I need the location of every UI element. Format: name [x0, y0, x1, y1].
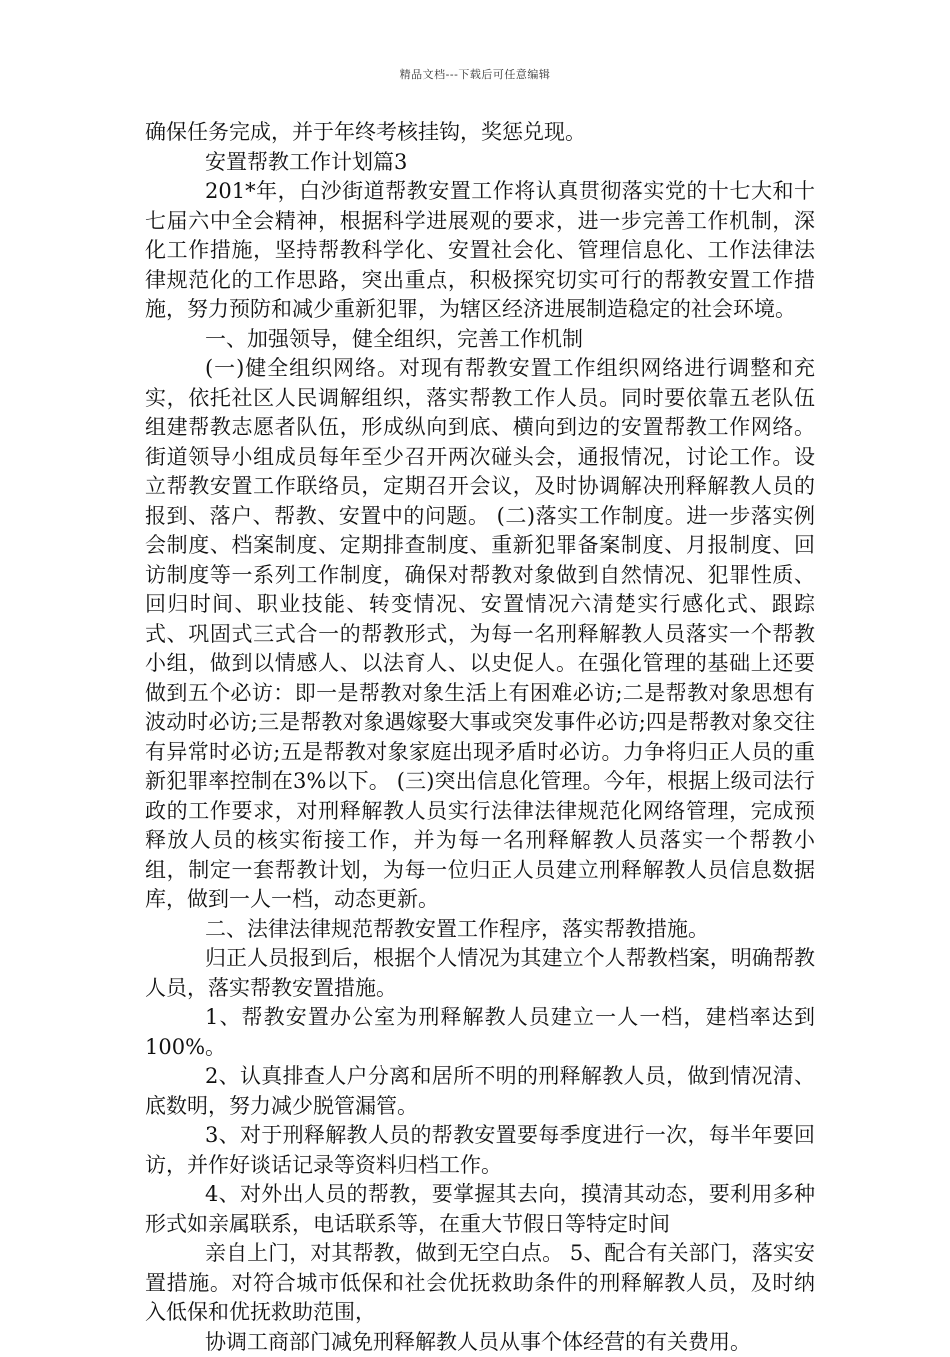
- paragraph: 归正人员报到后，根据个人情况为其建立个人帮教档案，明确帮教人员，落实帮教安置措施。: [145, 944, 815, 1003]
- list-item: 3、对于刑释解教人员的帮教安置要每季度进行一次，每半年要回访，并作好谈话记录等资料归档工作。: [145, 1121, 815, 1180]
- page-header: 精品文档---下载后可任意编辑: [0, 66, 950, 82]
- list-item: 4、对外出人员的帮教，要掌握其去向，摸清其动态，要利用多种形式如亲属联系，电话联系等，在重大节假日等特定时间: [145, 1180, 815, 1239]
- list-item: 2、认真排查人户分离和居所不明的刑释解教人员，做到情况清、底数明，努力减少脱管漏管。: [145, 1062, 815, 1121]
- section-title: 安置帮教工作计划篇3: [145, 148, 815, 178]
- paragraph: 亲自上门，对其帮教，做到无空白点。 5、配合有关部门，落实安置措施。对符合城市低保和社会优抚救助条件的刑释解教人员，及时纳入低保和优抚救助范围，: [145, 1239, 815, 1328]
- paragraph: 201*年，白沙街道帮教安置工作将认真贯彻落实党的十七大和十七届六中全会精神，根据科学进展观的要求，进一步完善工作机制，深化工作措施，坚持帮教科学化、安置社会化、管理信息化、工作法律法律规范化的工作思路，突出重点，积极探究切实可行的帮教安置工作措施，努力预防和减少重新犯罪，为辖区经济进展制造稳定的社会环境。: [145, 177, 815, 325]
- heading-section-one: 一、加强领导，健全组织，完善工作机制: [145, 325, 815, 355]
- paragraph: 确保任务完成，并于年终考核挂钩，奖惩兑现。: [145, 118, 815, 148]
- document-body: [145, 118, 815, 1357]
- paragraph: (一)健全组织网络。对现有帮教安置工作组织网络进行调整和充实，依托社区人民调解组织，落实帮教工作人员。同时要依靠五老队伍组建帮教志愿者队伍，形成纵向到底、横向到边的安置帮教工作网络。街道领导小组成员每年至少召开两次碰头会，通报情况，讨论工作。设立帮教安置工作联络员，定期召开会议，及时协调解决刑释解教人员的报到、落户、帮教、安置中的问题。 (二)落实工作制度。进一步落实例会制度、档案制度、定期排查制度、重新犯罪备案制度、月报制度、回访制度等一系列工作制度，确保对帮教对象做到自然情况、犯罪性质、回归时间、职业技能、转变情况、安置情况六清楚实行感化式、跟踪式、巩固式三式合一的帮教形式，为每一名刑释解教人员落实一个帮教小组，做到以情感人、以法育人、以史促人。在强化管理的基础上还要做到五个必访：即一是帮教对象生活上有困难必访;二是帮教对象思想有波动时必访;三是帮教对象遇嫁娶大事或突发事件必访;四是帮教对象交往有异常时必访;五是帮教对象家庭出现矛盾时必访。力争将归正人员的重新犯罪率控制在3%以下。 (三)突出信息化管理。今年，根据上级司法行政的工作要求，对刑释解教人员实行法律法律规范化网络管理，完成预释放人员的核实衔接工作，并为每一名刑释解教人员落实一个帮教小组，制定一套帮教计划，为每一位归正人员建立刑释解教人员信息数据库，做到一人一档，动态更新。: [145, 354, 815, 915]
- paragraph: 协调工商部门减免刑释解教人员从事个体经营的有关费用。: [145, 1328, 815, 1357]
- heading-section-two: 二、法律法律规范帮教安置工作程序，落实帮教措施。: [145, 915, 815, 945]
- list-item: 1、帮教安置办公室为刑释解教人员建立一人一档，建档率达到100%。: [145, 1003, 815, 1062]
